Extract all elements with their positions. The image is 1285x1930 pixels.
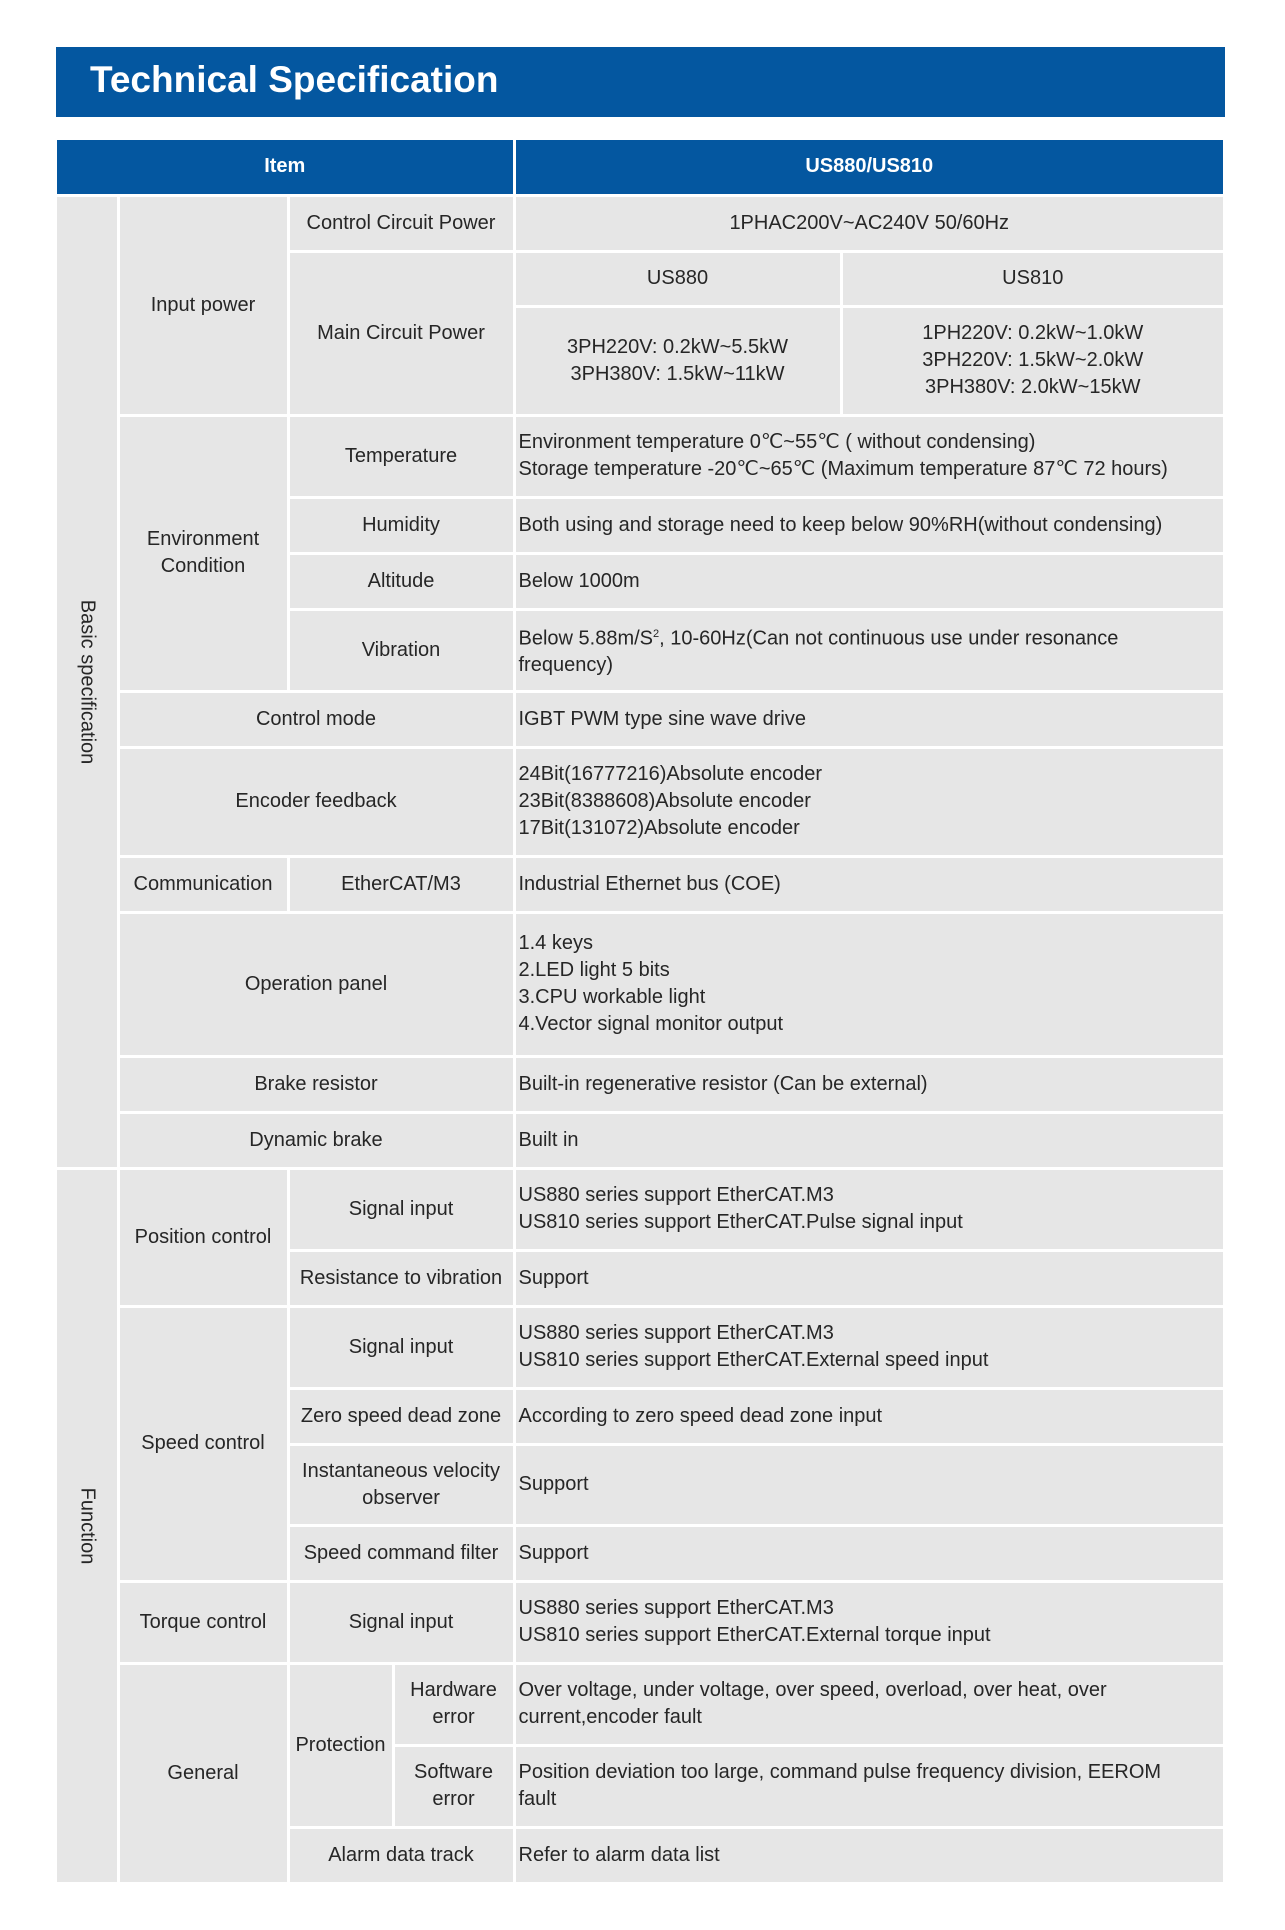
table-header-row — [57, 140, 1223, 195]
encoder-value: 24Bit(16777216)Absolute encoder 23Bit(8388608)Absolute encoder 17Bit(131072)Absolute encoder — [514, 747, 1223, 856]
table-row — [57, 195, 1223, 251]
torque-signal-label: Signal input — [288, 1581, 514, 1663]
vibration-value-pre: Below 5.88m/S — [518, 627, 654, 650]
humidity-value: Both using and storage need to keep below 90%RH(without condensing) — [514, 497, 1223, 553]
software-error-value: Position deviation too large, command pulse frequency division, EEROM fault — [514, 1745, 1223, 1827]
operation-panel-value: 1.4 keys 2.LED light 5 bits 3.CPU workable light 4.Vector signal monitor output — [514, 912, 1223, 1056]
spec-table — [57, 140, 1223, 1885]
model-us810: US810 — [841, 251, 1223, 306]
main-circuit-label: Main Circuit Power — [288, 251, 514, 415]
us880-power-range: 3PH220V: 0.2kW~5.5kW 3PH380V: 1.5kW~11kW — [514, 306, 841, 415]
table-row — [57, 1306, 1223, 1388]
header-model: US880/US810 — [514, 140, 1223, 195]
hardware-error-value: Over voltage, under voltage, over speed, overload, over heat, over current,encoder fault — [514, 1663, 1223, 1745]
humidity-label: Humidity — [288, 497, 514, 553]
altitude-label: Altitude — [288, 553, 514, 609]
alarm-track-value: Refer to alarm data list — [514, 1827, 1223, 1883]
table-row — [57, 1168, 1223, 1250]
speed-signal-label: Signal input — [288, 1306, 514, 1388]
control-circuit-value: 1PHAC200V~AC240V 50/60Hz — [514, 195, 1223, 251]
vibration-value-post: , 10-60Hz(Can not continuous use under resonance frequency) — [518, 627, 1119, 677]
model-us880: US880 — [514, 251, 841, 306]
header-item: Item — [57, 140, 514, 195]
vibration-value-sup: 2 — [653, 627, 660, 640]
communication-value: Industrial Ethernet bus (COE) — [514, 856, 1223, 912]
resistance-vibration-value: Support — [514, 1250, 1223, 1306]
operation-panel-label: Operation panel — [118, 912, 514, 1056]
temperature-label: Temperature — [288, 415, 514, 497]
vibration-value — [514, 609, 1223, 691]
table-row — [57, 691, 1223, 747]
protection-label: Protection — [288, 1663, 393, 1827]
speed-control-label: Speed control — [118, 1306, 288, 1581]
torque-control-label: Torque control — [118, 1581, 288, 1663]
page-title: Technical Specification — [90, 59, 499, 100]
speed-filter-label: Speed command filter — [288, 1525, 514, 1581]
communication-label: Communication — [118, 856, 288, 912]
software-error-label: Software error — [393, 1745, 514, 1827]
control-circuit-label: Control Circuit Power — [288, 195, 514, 251]
table-row — [57, 1663, 1223, 1745]
table-row — [57, 1056, 1223, 1112]
control-mode-value: IGBT PWM type sine wave drive — [514, 691, 1223, 747]
control-mode-label: Control mode — [118, 691, 514, 747]
group-label: Function — [76, 1487, 99, 1564]
group-function — [57, 1168, 118, 1883]
dead-zone-label: Zero speed dead zone — [288, 1388, 514, 1444]
communication-sub: EtherCAT/M3 — [288, 856, 514, 912]
dynamic-brake-label: Dynamic brake — [118, 1112, 514, 1168]
dynamic-brake-value: Built in — [514, 1112, 1223, 1168]
vibration-label: Vibration — [288, 609, 514, 691]
title-bar — [56, 47, 1225, 117]
table-row — [57, 747, 1223, 856]
environment-label: Environment Condition — [118, 415, 288, 691]
alarm-track-label: Alarm data track — [288, 1827, 514, 1883]
table-row — [57, 912, 1223, 1056]
resistance-vibration-label: Resistance to vibration — [288, 1250, 514, 1306]
general-label: General — [118, 1663, 288, 1883]
group-basic-specification — [57, 195, 118, 1168]
encoder-label: Encoder feedback — [118, 747, 514, 856]
speed-signal-value: US880 series support EtherCAT.M3 US810 series support EtherCAT.External speed input — [514, 1306, 1223, 1388]
speed-filter-value: Support — [514, 1525, 1223, 1581]
input-power-label: Input power — [118, 195, 288, 415]
position-control-label: Position control — [118, 1168, 288, 1306]
brake-resistor-label: Brake resistor — [118, 1056, 514, 1112]
torque-signal-value: US880 series support EtherCAT.M3 US810 series support EtherCAT.External torque input — [514, 1581, 1223, 1663]
altitude-value: Below 1000m — [514, 553, 1223, 609]
table-row — [57, 856, 1223, 912]
us810-power-range: 1PH220V: 0.2kW~1.0kW 3PH220V: 1.5kW~2.0kW 3PH380V: 2.0kW~15kW — [841, 306, 1223, 415]
hardware-error-label: Hardware error — [393, 1663, 514, 1745]
dead-zone-value: According to zero speed dead zone input — [514, 1388, 1223, 1444]
position-signal-label: Signal input — [288, 1168, 514, 1250]
position-signal-value: US880 series support EtherCAT.M3 US810 series support EtherCAT.Pulse signal input — [514, 1168, 1223, 1250]
observer-value: Support — [514, 1444, 1223, 1525]
table-row — [57, 1112, 1223, 1168]
group-label: Basic specification — [76, 599, 99, 764]
observer-label: Instantaneous velocity observer — [288, 1444, 514, 1525]
temperature-value: Environment temperature 0℃~55℃ ( without condensing) Storage temperature -20℃~65℃ (Maximum temperature 87℃ 72 hours) — [514, 415, 1223, 497]
table-row — [57, 415, 1223, 497]
table-row — [57, 1581, 1223, 1663]
brake-resistor-value: Built-in regenerative resistor (Can be external) — [514, 1056, 1223, 1112]
